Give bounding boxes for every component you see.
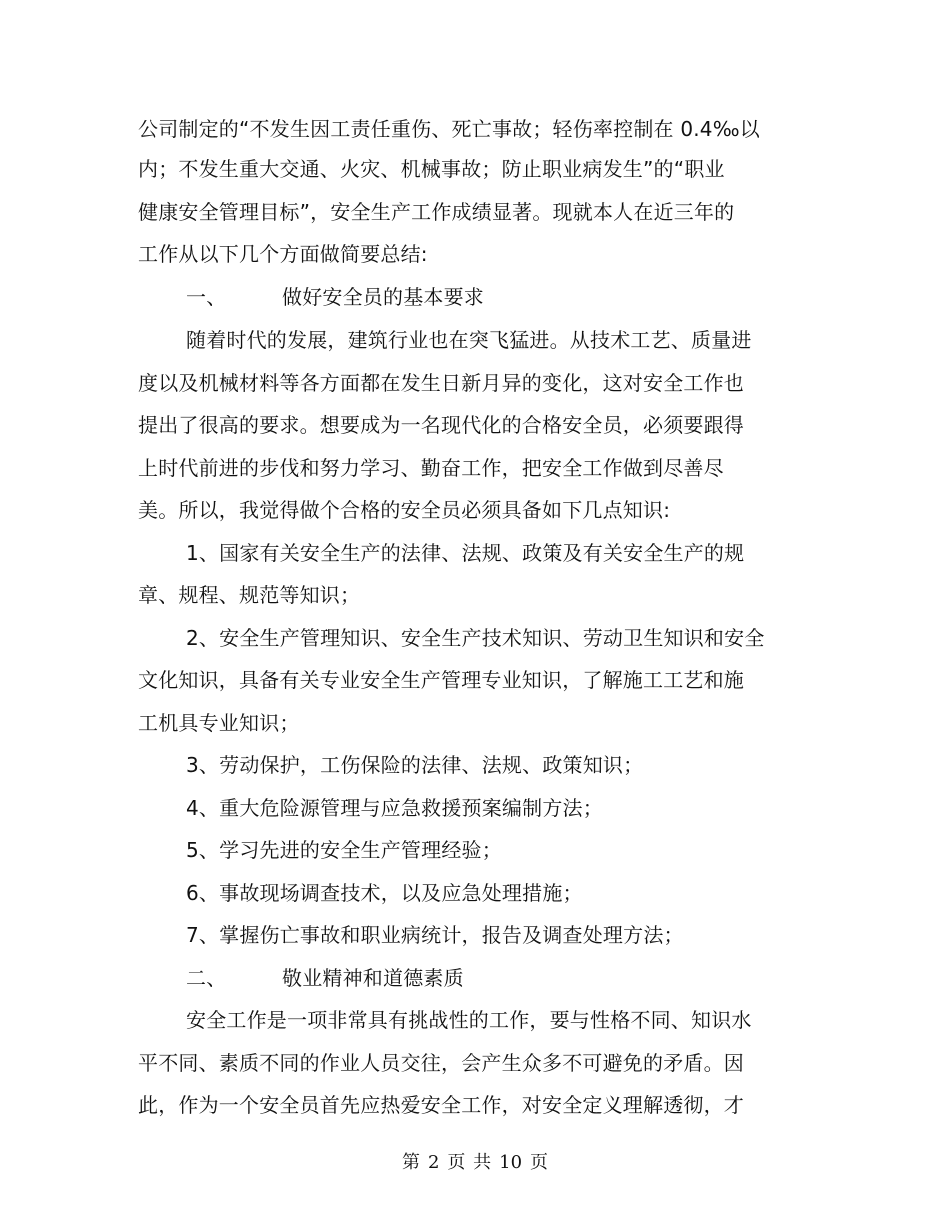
page-label-mid: 页 共 <box>447 1152 492 1173</box>
body-line: 安全工作是一项非常具有挑战性的工作，要与性格不同、知识水 <box>186 1008 752 1032</box>
body-line: 工作从以下几个方面做简要总结: <box>138 242 428 266</box>
section-number: 二、 <box>186 966 227 990</box>
body-line: 上时代前进的步伐和努力学习、勤奋工作，把安全工作做到尽善尽 <box>138 456 724 480</box>
page-total: 10 <box>499 1152 523 1173</box>
page-label-suffix: 页 <box>530 1152 549 1173</box>
section-number: 一、 <box>186 285 227 309</box>
list-item: 7、掌握伤亡事故和职业病统计，报告及调查处理方法； <box>186 923 684 947</box>
body-line: 工机具专业知识； <box>138 711 300 735</box>
body-line: 平不同、素质不同的作业人员交往，会产生众多不可避免的矛盾。因 <box>138 1051 744 1075</box>
list-item: 3、劳动保护，工伤保险的法律、法规、政策知识； <box>186 753 644 777</box>
list-item: 2、安全生产管理知识、安全生产技术知识、劳动卫生知识和安全 <box>186 626 765 650</box>
body-line: 健康安全管理目标”，安全生产工作成绩显著。现就本人在近三年的 <box>138 200 735 224</box>
page-current: 2 <box>427 1152 440 1173</box>
section-heading <box>186 283 484 311</box>
body-line: 美。所以，我觉得做个合格的安全员必须具备如下几点知识: <box>138 498 671 522</box>
body-line: 章、规程、规范等知识； <box>138 583 361 607</box>
list-item: 1、国家有关安全生产的法律、法规、政策及有关安全生产的规 <box>186 541 745 565</box>
body-line: 公司制定的“不发生因工责任重伤、死亡事故；轻伤率控制在 0.4‰以 <box>138 117 760 141</box>
section-heading <box>186 964 464 992</box>
body-line: 提出了很高的要求。想要成为一名现代化的合格安全员，必须要跟得 <box>138 413 744 437</box>
section-title: 做好安全员的基本要求 <box>282 285 484 309</box>
body-line: 度以及机械材料等各方面都在发生日新月异的变化，这对安全工作也 <box>138 371 744 395</box>
body-line: 文化知识，具备有关专业安全生产管理专业知识，了解施工工艺和施 <box>138 668 744 692</box>
body-line: 此，作为一个安全员首先应热爱安全工作，对安全定义理解透彻，才 <box>138 1093 744 1117</box>
page-label-prefix: 第 <box>401 1152 420 1173</box>
list-item: 5、学习先进的安全生产管理经验； <box>186 838 502 862</box>
section-title: 敬业精神和道德素质 <box>282 966 464 990</box>
body-line: 内；不发生重大交通、火灾、机械事故；防止职业病发生”的“职业 <box>138 157 725 181</box>
list-item: 4、重大危险源管理与应急救援预案编制方法； <box>186 796 603 820</box>
body-line: 随着时代的发展，建筑行业也在突飞猛进。从技术工艺、质量进 <box>186 328 752 352</box>
list-item: 6、事故现场调查技术，以及应急处理措施； <box>186 881 583 905</box>
page-footer <box>0 1151 950 1175</box>
